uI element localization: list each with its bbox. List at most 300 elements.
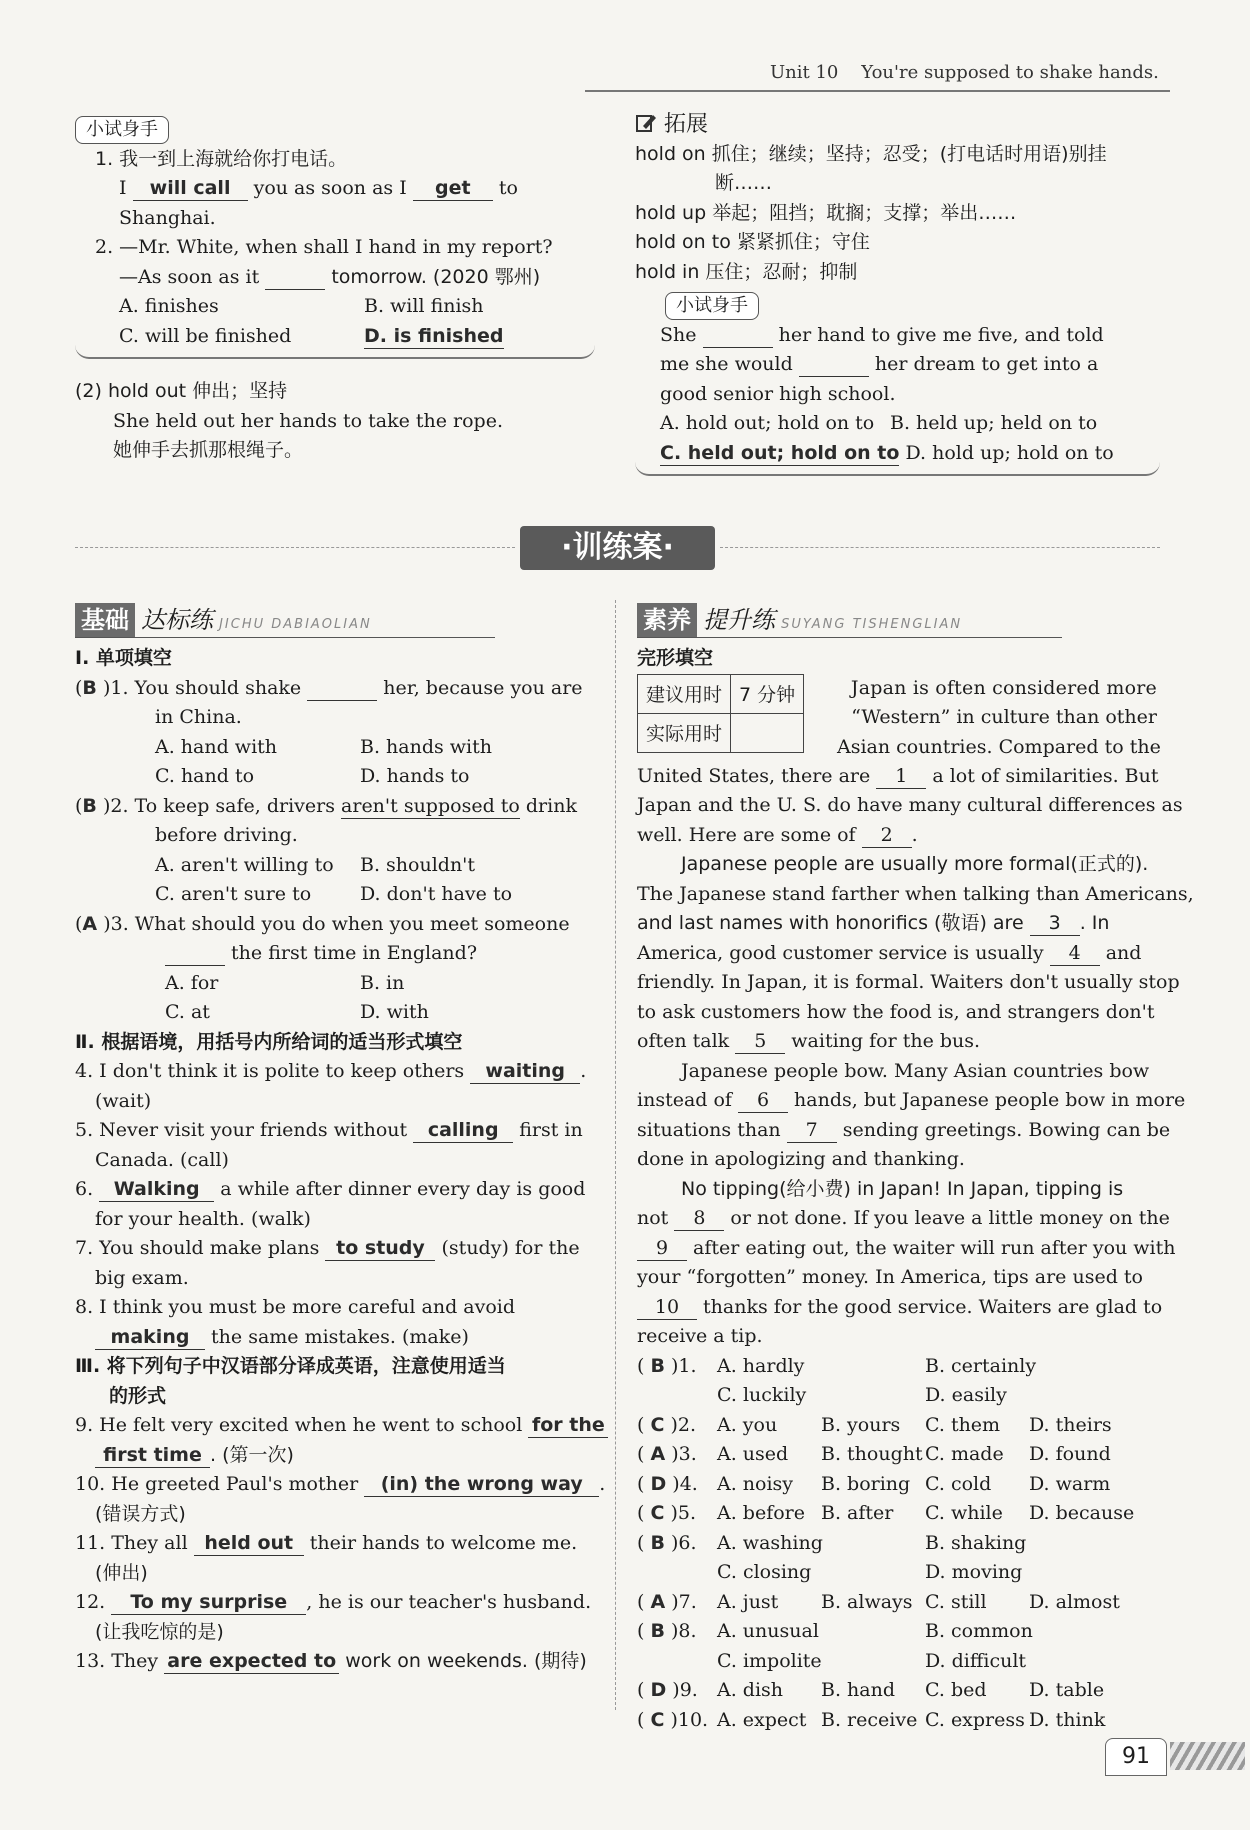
p2-l7-b: waiting for the bus. <box>791 1030 981 1052</box>
lq3-option-a: A. for <box>165 971 219 994</box>
cloze-option: B. hand <box>821 1679 896 1701</box>
page-number-stripe <box>1170 1742 1245 1770</box>
q2-question: 2. —Mr. White, when shall I hand in my report? <box>95 236 553 258</box>
lq11-text-b: their hands to welcome me. <box>309 1532 578 1554</box>
q1-cont: Shanghai. <box>119 206 216 229</box>
lq4-text: 4. I don't think it is polite to keep others <box>75 1060 465 1082</box>
rq-line-1 <box>635 321 1160 351</box>
column-divider <box>615 600 616 1710</box>
cloze-option: B. always <box>821 1590 913 1613</box>
p2-l4-a: America, good customer service is usually <box>637 941 1044 964</box>
header-title: You're supposed to shake hands. <box>861 62 1159 83</box>
p3-l2-b: hands, but Japanese people bow in more <box>794 1089 1186 1111</box>
lq13 <box>75 1647 600 1677</box>
lq4-answer: waiting <box>470 1059 580 1084</box>
cloze-option: B. certainly <box>925 1354 1037 1377</box>
lq8-cont <box>75 1323 600 1353</box>
lq6-answer: Walking <box>99 1177 214 1202</box>
p1-l6: well. Here are some of 2 . <box>637 823 918 846</box>
cloze-option: B. thought <box>821 1443 923 1465</box>
q2-reply <box>75 263 595 293</box>
rq-blank-1 <box>703 323 773 348</box>
p2-l7 <box>637 1027 1157 1057</box>
right-badge: 素养 <box>637 603 697 637</box>
page-number: 91 <box>1105 1738 1167 1776</box>
lq7-text: 7. You should make plans <box>75 1237 320 1259</box>
q1-text-b: you as soon as I <box>253 177 407 199</box>
lq10-answer: (in) the wrong way <box>364 1472 599 1497</box>
hold-out-title: (2) hold out 伸出；坚持 <box>75 380 288 402</box>
rq-text-d: her dream to get into a <box>874 353 1099 375</box>
try-it-box <box>75 115 595 359</box>
rq-line-3: good senior high school. <box>660 382 896 405</box>
cloze-num: )2. <box>670 1413 696 1436</box>
cloze-answer-row <box>637 1617 1157 1647</box>
cloze-top <box>637 674 1161 762</box>
q1-answer-2: get <box>413 176 493 201</box>
cloze-option: B. after <box>821 1502 894 1524</box>
lq2-option-b: B. shouldn't <box>360 853 476 876</box>
cloze-option: B. yours <box>821 1413 901 1436</box>
cloze-option: D. almost <box>1029 1590 1120 1613</box>
cloze-num: )1. <box>670 1354 697 1377</box>
rq-line-2 <box>635 350 1160 380</box>
p2-l4 <box>637 939 1157 969</box>
lq9-cont <box>75 1441 600 1471</box>
cloze-option: D. difficult <box>925 1649 1027 1672</box>
p2-l2: The Japanese stand farther when talking than Americans, <box>637 882 1194 905</box>
cloze-answer-row <box>637 1440 1157 1470</box>
p4-l4: your “forgotten” money. In America, tips are used to <box>637 1266 1143 1288</box>
q2-option-a: A. finishes <box>119 295 219 317</box>
cloze-option: B. common <box>925 1620 1033 1642</box>
p3-l3 <box>637 1116 1171 1146</box>
lq7 <box>75 1234 600 1264</box>
try-it-tag: 小试身手 <box>75 116 169 144</box>
p4-l5-b: thanks for the good service. Waiters are glad to <box>703 1295 1163 1318</box>
right-pinyin: SUYANG TISHENGLIAN <box>781 617 963 632</box>
rq-text-c: me she would <box>660 353 793 375</box>
lq3-blank <box>165 941 225 966</box>
p2-l7-a: often talk <box>637 1030 730 1052</box>
cloze-option: C. luckily <box>717 1384 807 1406</box>
lq9-answer-1: for the <box>528 1413 608 1438</box>
right-section-title: 提升练 <box>703 606 776 634</box>
p3-l2-a: instead of <box>637 1089 732 1111</box>
extension-title-text: 拓展 <box>664 112 709 137</box>
cloze-num: )7. <box>671 1590 697 1613</box>
lq2-option-a: A. aren't willing to <box>155 853 334 876</box>
right-section-heading <box>637 600 1062 638</box>
lq2-option-c: C. aren't sure to <box>155 883 312 905</box>
lq2-text-b: drink <box>525 794 577 817</box>
cloze-option: B. boring <box>821 1472 911 1495</box>
cloze-num: )4. <box>672 1472 698 1495</box>
lq5 <box>75 1116 600 1146</box>
lq11-text: 11. They all <box>75 1532 188 1554</box>
cloze-option: D. think <box>1029 1708 1106 1731</box>
cloze-answer-row-cont <box>637 1558 1157 1588</box>
lq3-option-b: B. in <box>360 971 405 994</box>
p2-l3-b: . In <box>1079 912 1110 934</box>
cloze-mark: B <box>650 1620 665 1642</box>
cloze-num: )9. <box>672 1679 698 1701</box>
left-pinyin: JICHU DABIAOLIAN <box>219 617 372 632</box>
p3-l4: done in apologizing and thanking. <box>637 1148 965 1170</box>
p4-l2-b: or not done. If you leave a little money on the <box>730 1207 1170 1229</box>
cloze-answers <box>637 1352 1157 1736</box>
lq2-text-a: )2. To keep safe, drivers <box>102 794 335 817</box>
cloze-answer-row-cont <box>637 1381 1157 1411</box>
rq-option-d: D. hold up; hold on to <box>905 441 1114 464</box>
lq1-option-c: C. hand to <box>155 765 255 787</box>
lq1-option-a: A. hand with <box>155 735 278 758</box>
cloze-option: A. just <box>717 1590 779 1613</box>
p2-l4-b: and <box>1105 941 1142 964</box>
lq1-text-b: her, because you are <box>383 676 583 699</box>
cloze-num: )6. <box>670 1531 697 1554</box>
p4-l5 <box>637 1293 1163 1323</box>
blank-4: 4 <box>1050 941 1100 966</box>
rq-options-1 <box>635 409 1160 439</box>
cloze-option: C. made <box>925 1443 1004 1465</box>
blank-7: 7 <box>787 1118 837 1143</box>
rq-options-2 <box>635 439 1160 469</box>
time-suggested-label: 建议用时 <box>638 674 731 713</box>
cloze-answer-head: ( B )8. <box>637 1620 697 1642</box>
cloze-option: A. expect <box>717 1708 807 1731</box>
lq1-text-a: )1. You should shake <box>102 676 302 699</box>
lq3-options-2 <box>75 998 600 1028</box>
lq12-answer: To my surprise <box>111 1590 306 1615</box>
cloze-answer-row <box>637 1588 1157 1618</box>
cloze-mark: C <box>650 1708 665 1731</box>
lq7-cont: big exam. <box>95 1266 189 1289</box>
lq3-options-1 <box>75 969 600 999</box>
lq9 <box>75 1411 605 1441</box>
p2-l6: to ask customers how the food is, and strangers don't <box>637 1000 1155 1023</box>
p1-l4 <box>637 762 1157 792</box>
lq2-cont: before driving. <box>155 824 298 846</box>
p4-l3 <box>637 1234 1176 1264</box>
ext-line-3: hold up 举起；阻挡；耽搁；支撑；举出…… <box>635 201 1017 224</box>
lq1-stem: (B )1. You should shake her, because you are <box>75 676 583 699</box>
cloze-mark: B <box>650 1354 665 1377</box>
cloze-option: D. easily <box>925 1384 1007 1406</box>
lq3-stem: (A )3. What should you do when you meet someone <box>75 912 570 935</box>
lq3-text-b: the first time in England? <box>231 942 478 964</box>
p4-l1: No tipping(给小费) in Japan! In Japan, tipping is <box>681 1177 1124 1200</box>
section-rule-right <box>720 547 1160 548</box>
q2-text-b: —As soon as it <box>119 265 260 288</box>
p4-l3-b: after eating out, the waiter will run after you with <box>693 1236 1176 1259</box>
lq6-hint: for your health. (walk) <box>95 1207 311 1230</box>
lq12-hint: (让我吃惊的是) <box>95 1620 224 1643</box>
rq-option-b: B. held up; held on to <box>890 412 1098 434</box>
lq2-mark: B <box>82 794 97 817</box>
cloze-option: D. warm <box>1029 1472 1111 1495</box>
cloze-mark: B <box>650 1531 665 1554</box>
p3-l2 <box>637 1086 1186 1116</box>
p1-l5: Japan and the U. S. do have many cultural differences as <box>637 794 1183 816</box>
lq8-text: the same mistakes. (make) <box>211 1325 469 1348</box>
blank-5: 5 <box>735 1029 785 1054</box>
ext-line-5: hold in 压住；忍耐；抑制 <box>635 260 858 283</box>
header-unit: Unit 10 <box>770 62 839 83</box>
cloze-option: A. hardly <box>717 1354 805 1377</box>
q2-option-b: B. will finish <box>364 295 484 317</box>
lq9-hint: . (第一次) <box>210 1443 294 1466</box>
cloze-option: D. table <box>1029 1679 1105 1701</box>
running-header <box>770 62 1159 83</box>
ext-line-1: hold on 抓住；继续；坚持；忍受；(打电话时用语)别挂 <box>635 142 1107 165</box>
time-actual-label: 实际用时 <box>638 713 731 752</box>
blank-9: 9 <box>637 1236 687 1261</box>
cloze-answer-head: ( B )6. <box>637 1531 697 1554</box>
p1-l6-a: well. Here are some of <box>637 823 856 846</box>
try-it-box-2 <box>635 291 1160 476</box>
rq-blank-2 <box>799 352 869 377</box>
lq4-hint: (wait) <box>95 1089 152 1112</box>
cloze-option: C. closing <box>717 1561 812 1583</box>
lq11-hint: (伸出) <box>95 1561 148 1584</box>
p1-l4-a: United States, there are <box>637 764 871 787</box>
rq-option-c: C. held out; hold on to <box>660 441 900 464</box>
pencil-icon <box>635 112 657 134</box>
cloze-option: C. still <box>925 1590 987 1613</box>
p2-l5: friendly. In Japan, it is formal. Waiters don't usually stop <box>637 971 1180 993</box>
lq2-options-1 <box>75 851 600 881</box>
passage-line-1: Japan is often considered more <box>850 676 1157 699</box>
part1-title: Ⅰ. 单项填空 <box>75 647 172 669</box>
q2-option-d: D. is finished <box>364 324 504 347</box>
q2-blank <box>265 265 325 290</box>
cloze-num: )8. <box>670 1620 697 1642</box>
cloze-option: A. used <box>717 1443 789 1465</box>
lq3-text-a: )3. What should you do when you meet someone <box>103 912 570 935</box>
passage-intro <box>837 674 1161 763</box>
lq7-answer: to study <box>325 1236 435 1261</box>
left-section-heading <box>75 600 495 638</box>
cloze-answer-row <box>637 1411 1157 1441</box>
lq1-option-d: D. hands to <box>360 765 470 787</box>
cloze-option: C. bed <box>925 1679 987 1701</box>
cloze-option: C. while <box>925 1502 1003 1524</box>
p3-l3-a: situations than <box>637 1118 781 1141</box>
lq12-text: , he is our teacher's husband. <box>306 1591 592 1613</box>
lq10-text: 10. He greeted Paul's mother <box>75 1473 359 1495</box>
cloze-option: C. cold <box>925 1472 992 1495</box>
lq10: 10. He greeted Paul's mother (in) the wrong way . <box>75 1473 606 1495</box>
cloze-option: A. before <box>717 1502 806 1524</box>
lq2-options-2 <box>75 880 600 910</box>
cloze-option: A. unusual <box>717 1620 819 1642</box>
cloze-option: C. them <box>925 1413 1001 1436</box>
lq8: 8. I think you must be more careful and avoid <box>75 1296 516 1318</box>
lq3-option-d: D. with <box>360 1001 429 1023</box>
blank-8: 8 <box>674 1206 724 1231</box>
lq1-blank <box>307 676 377 701</box>
rq-option-a: A. hold out; hold on to <box>660 412 875 434</box>
left-badge: 基础 <box>75 603 135 637</box>
cloze-answer-head: ( A )7. <box>637 1590 697 1613</box>
lq1-mark: B <box>82 676 97 699</box>
p2-l3 <box>637 909 1157 939</box>
cloze-mark: D <box>650 1472 667 1495</box>
blank-10: 10 <box>637 1295 697 1320</box>
lq2-option-d: D. don't have to <box>360 883 513 905</box>
cloze-option: C. impolite <box>717 1649 822 1672</box>
lq12-num: 12. <box>75 1591 106 1613</box>
section-rule-left <box>75 547 515 548</box>
cloze-mark: C <box>650 1413 665 1436</box>
q1-zh: 1. 我一到上海就给你打电话。 <box>95 147 348 170</box>
p4-l2 <box>637 1204 1170 1234</box>
hold-out-example: She held out her hands to take the rope. <box>113 409 504 432</box>
lq13-text-b: work on weekends. (期待) <box>345 1650 587 1672</box>
cloze-option: A. washing <box>717 1531 823 1554</box>
cloze-answer-head: ( A )3. <box>637 1443 697 1465</box>
cloze-answer-row <box>637 1676 1157 1706</box>
lq6 <box>75 1175 600 1205</box>
cloze-option: A. dish <box>717 1679 784 1701</box>
lq2-stem: (B )2. To keep safe, drivers aren't supposed to drink <box>75 794 577 817</box>
lq10-hint: (错误方式) <box>95 1502 186 1525</box>
lq3-option-c: C. at <box>165 1001 210 1023</box>
hold-out-translation: 她伸手去抓那根绳子。 <box>113 439 304 461</box>
cloze-answer-row <box>637 1499 1157 1529</box>
lq4: 4. I don't think it is polite to keep others waiting . <box>75 1060 587 1082</box>
left-section-title: 达标练 <box>141 606 214 634</box>
time-actual-value[interactable] <box>731 713 804 752</box>
lq11-answer: held out <box>194 1531 304 1556</box>
lq11 <box>75 1529 600 1559</box>
lq2-answer: aren't supposed to <box>341 794 520 817</box>
lq1-option-b: B. hands with <box>360 735 493 758</box>
cloze-answer-head: ( C )2. <box>637 1413 696 1436</box>
q1-text-c: to <box>498 177 518 199</box>
blank-2: 2 <box>862 823 912 848</box>
passage-line-2: “Western” in culture than other <box>851 706 1157 728</box>
q1-answer-1: will call <box>133 176 248 201</box>
cloze-title: 完形填空 <box>637 647 714 669</box>
blank-1: 1 <box>876 764 926 789</box>
lq6-text: a while after dinner every day is good <box>220 1178 586 1200</box>
lq5-answer: calling <box>413 1118 513 1143</box>
rq-text-a: She <box>660 323 697 346</box>
q2-options-1 <box>75 292 595 322</box>
q2-option-c: C. will be finished <box>119 324 292 347</box>
p3-l1: Japanese people bow. Many Asian countries bow <box>681 1059 1150 1082</box>
cloze-mark: C <box>650 1502 665 1524</box>
cloze-answer-row <box>637 1352 1157 1382</box>
lq8-answer: making <box>95 1325 205 1350</box>
p2-l3-a: and last names with honorifics (敬语) are <box>637 912 1024 934</box>
right-top-block <box>635 110 1160 476</box>
right-section <box>637 600 1194 1735</box>
cloze-option: A. you <box>717 1413 778 1436</box>
time-suggested-value: 7 分钟 <box>731 674 804 713</box>
cloze-option: D. moving <box>925 1561 1023 1583</box>
cloze-option: D. found <box>1029 1443 1111 1465</box>
blank-3: 3 <box>1030 911 1080 936</box>
cloze-num: )3. <box>671 1443 697 1465</box>
lq1-options-1 <box>75 733 600 763</box>
ext-line-4: hold on to 紧紧抓住；守住 <box>635 231 870 253</box>
rq-text-b: her hand to give me five, and told <box>778 323 1104 346</box>
cloze-option: B. shaking <box>925 1531 1027 1554</box>
lq12 <box>75 1588 600 1618</box>
cloze-answer-head: ( D )4. <box>637 1472 698 1495</box>
lq1-cont: in China. <box>155 706 242 728</box>
cloze-answer-head: ( D )9. <box>637 1679 698 1701</box>
cloze-option: B. receive <box>821 1708 918 1731</box>
try-it-tag-2: 小试身手 <box>665 292 759 320</box>
cloze-answer-row-cont <box>637 1647 1157 1677</box>
cloze-option: D. because <box>1029 1502 1135 1524</box>
cloze-option: D. theirs <box>1029 1413 1112 1436</box>
p3-l3-b: sending greetings. Bowing can be <box>842 1118 1171 1141</box>
q2-text-c: tomorrow. (2020 鄂州) <box>331 265 541 288</box>
cloze-answer-row <box>637 1529 1157 1559</box>
cloze-mark: A <box>650 1443 666 1465</box>
lq13-text: 13. They <box>75 1650 159 1672</box>
part3-title-a: Ⅲ. 将下列句子中汉语部分译成英语，注意使用适当 <box>75 1355 506 1377</box>
cloze-option: C. express <box>925 1708 1025 1731</box>
cloze-answer-head: ( C )10. <box>637 1708 709 1731</box>
lq6-num: 6. <box>75 1178 94 1200</box>
p4-l2-a: not <box>637 1207 669 1229</box>
lq3-mark: A <box>82 912 98 935</box>
q2-options-2 <box>75 322 595 352</box>
lq7-text-b: (study) for the <box>441 1237 580 1259</box>
lq3-cont <box>75 939 600 969</box>
header-rule <box>585 90 1170 92</box>
extension-title <box>635 110 1160 140</box>
lq9-text: 9. He felt very excited when he went to school <box>75 1414 523 1436</box>
lq5-text: 5. Never visit your friends without <box>75 1119 408 1141</box>
p4-l6: receive a tip. <box>637 1325 763 1347</box>
part2-title: Ⅱ. 根据语境，用括号内所给词的适当形式填空 <box>75 1030 463 1053</box>
left-section <box>75 600 606 1677</box>
p1-l4-b: a lot of similarities. But <box>932 764 1159 787</box>
q1-en <box>75 174 595 204</box>
lq1-options-2 <box>75 762 600 792</box>
cloze-answer-row <box>637 1706 1157 1736</box>
lq9-answer-2: first time <box>95 1443 210 1468</box>
cloze-num: )10. <box>670 1708 709 1731</box>
lq13-answer: are expected to <box>164 1649 339 1674</box>
part3-title-b: 的形式 <box>109 1384 167 1407</box>
p2-l1: Japanese people are usually more formal(正式的). <box>681 853 1149 875</box>
q1-text-a: I <box>119 177 127 199</box>
lq5-text-b: first in <box>519 1119 583 1141</box>
blank-6: 6 <box>738 1088 788 1113</box>
cloze-num: )5. <box>670 1502 696 1524</box>
passage-line-3: Asian countries. Compared to the <box>837 735 1161 758</box>
time-table <box>637 674 804 753</box>
cloze-mark: D <box>650 1679 667 1701</box>
lq5-hint: Canada. (call) <box>95 1148 229 1171</box>
cloze-answer-head: ( C )5. <box>637 1502 696 1524</box>
ext-line-2: 断…… <box>715 172 773 194</box>
cloze-mark: A <box>650 1590 666 1613</box>
cloze-answer-row <box>637 1470 1157 1500</box>
section-banner: ·训练案· <box>520 526 715 570</box>
left-top-block <box>75 115 595 466</box>
cloze-answer-head: ( B )1. <box>637 1354 697 1377</box>
cloze-option: A. noisy <box>717 1472 794 1495</box>
